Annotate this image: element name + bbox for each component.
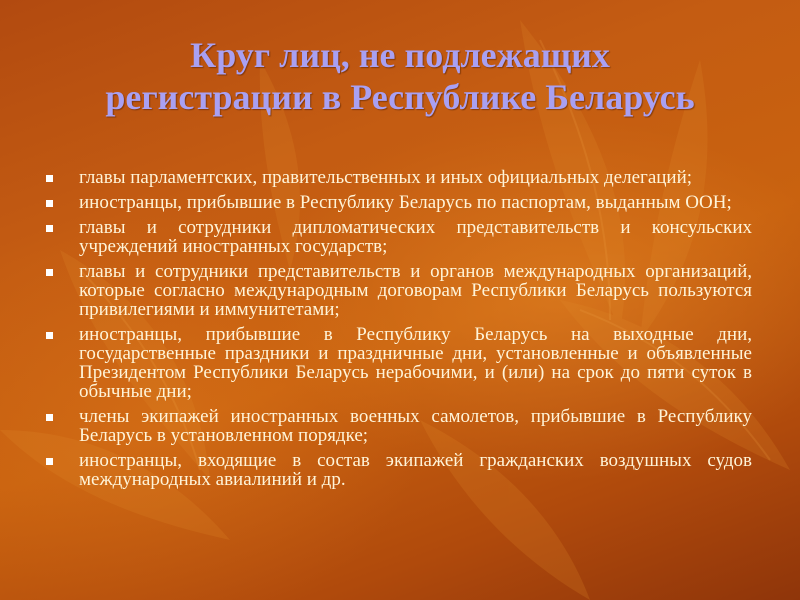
bullet-text: иностранцы, входящие в состав экипажей гражданских воздушных судов международных авиалиний и др. <box>79 450 752 490</box>
bullet-item-military-aircraft-crews <box>46 407 752 445</box>
bullet-square-icon <box>46 175 53 182</box>
bullet-list <box>46 168 752 495</box>
bullet-square-icon <box>46 332 53 339</box>
bullet-text: члены экипажей иностранных военных самолетов, прибывшие в Республику Беларусь в установленном порядке; <box>79 406 752 446</box>
bullet-square-icon <box>46 414 53 421</box>
bullet-item-un-passports <box>46 193 752 212</box>
bullet-square-icon <box>46 458 53 465</box>
slide-title-line-1: Круг лиц, не подлежащих <box>190 35 610 75</box>
bullet-square-icon <box>46 225 53 232</box>
bullet-text: главы парламентских, правительственных и иных официальных делегаций; <box>79 167 693 188</box>
bullet-item-holidays-short-stay <box>46 325 752 401</box>
bullet-item-diplomatic-missions <box>46 218 752 256</box>
bullet-square-icon <box>46 200 53 207</box>
bullet-text: иностранцы, прибывшие в Республику Беларусь по паспортам, выданным ООН; <box>79 192 732 213</box>
slide-title-line-2: регистрации в Республике Беларусь <box>105 77 695 117</box>
bullet-text: главы и сотрудники дипломатических представительств и консульских учреждений иностранных государств; <box>79 217 752 257</box>
bullet-text: иностранцы, прибывшие в Республику Беларусь на выходные дни, государственные праздники и праздничные дни, установленные и объявленные Президентом Республики Беларусь нерабочими, и (или) на срок до пяти суток в обычные дни; <box>79 324 752 402</box>
slide-title <box>40 34 760 118</box>
bullet-square-icon <box>46 269 53 276</box>
bullet-text: главы и сотрудники представительств и органов международных организаций, которые согласно международным договорам Республики Беларусь пользуются привилегиями и иммунитетами; <box>79 261 752 320</box>
bullet-item-civil-aircraft-crews <box>46 451 752 489</box>
bullet-item-international-organizations <box>46 262 752 319</box>
bullet-item-delegations <box>46 168 752 187</box>
